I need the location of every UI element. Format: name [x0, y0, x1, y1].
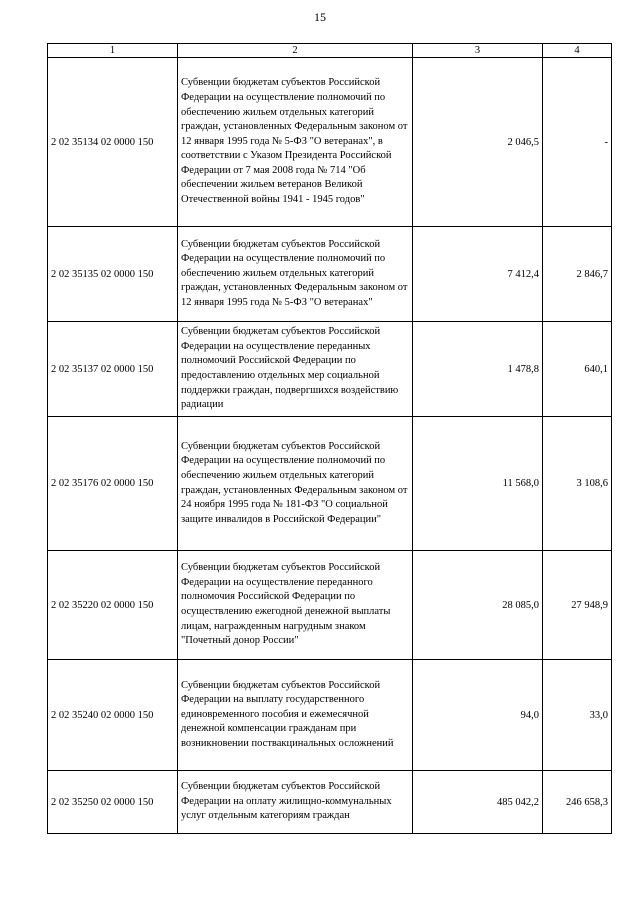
row-value-col3: 11 568,0 — [413, 417, 543, 551]
row-value-col4: 246 658,3 — [543, 771, 612, 834]
budget-table — [47, 43, 612, 834]
header-row — [48, 44, 612, 58]
row-value-col3: 2 046,5 — [413, 58, 543, 227]
row-value-col3: 1 478,8 — [413, 322, 543, 417]
row-value-col4: 27 948,9 — [543, 551, 612, 660]
table-row — [48, 58, 612, 227]
row-value-col4: 640,1 — [543, 322, 612, 417]
row-code: 2 02 35137 02 0000 150 — [48, 322, 178, 417]
row-value-col3: 28 085,0 — [413, 551, 543, 660]
table-row — [48, 660, 612, 771]
row-value-col3: 94,0 — [413, 660, 543, 771]
row-code: 2 02 35240 02 0000 150 — [48, 660, 178, 771]
column-header-3: 3 — [413, 44, 543, 58]
table-row — [48, 417, 612, 551]
table-row — [48, 551, 612, 660]
row-name: Субвенции бюджетам субъектов Российской Федерации на осуществление полномочий по обеспечению жильем отдельных категорий граждан, установленных Федеральным законом от 24 ноября 1995 года № 181-ФЗ "О социальной защите инвалидов в Российской Федерации" — [178, 417, 413, 551]
row-code: 2 02 35176 02 0000 150 — [48, 417, 178, 551]
column-header-1: 1 — [48, 44, 178, 58]
row-name: Субвенции бюджетам субъектов Российской Федерации на выплату государственного единовременного пособия и ежемесячной денежной компенсации гражданам при возникновении поствакцинальных осложнений — [178, 660, 413, 771]
row-name: Субвенции бюджетам субъектов Российской Федерации на осуществление переданных полномочий Российской Федерации по предоставлению отдельных мер социальной поддержки граждан, подвергшихся воздействию радиации — [178, 322, 413, 417]
row-value-col4: 33,0 — [543, 660, 612, 771]
row-code: 2 02 35135 02 0000 150 — [48, 227, 178, 322]
row-name: Субвенции бюджетам субъектов Российской Федерации на осуществление полномочий по обеспечению жильем отдельных категорий граждан, установленных Федеральным законом от 12 января 1995 года № 5-ФЗ "О ветеранах" — [178, 227, 413, 322]
page-number: 15 — [314, 10, 326, 24]
row-code: 2 02 35134 02 0000 150 — [48, 58, 178, 227]
row-value-col3: 485 042,2 — [413, 771, 543, 834]
row-value-col4: 2 846,7 — [543, 227, 612, 322]
row-value-col3: 7 412,4 — [413, 227, 543, 322]
row-code: 2 02 35250 02 0000 150 — [48, 771, 178, 834]
row-value-col4: - — [543, 58, 612, 227]
row-name: Субвенции бюджетам субъектов Российской Федерации на оплату жилищно-коммунальных услуг отдельным категориям граждан — [178, 771, 413, 834]
column-header-4: 4 — [543, 44, 612, 58]
row-code: 2 02 35220 02 0000 150 — [48, 551, 178, 660]
row-name: Субвенции бюджетам субъектов Российской Федерации на осуществление переданного полномочия Российской Федерации по осуществлению ежегодной денежной выплаты лицам, награжденным нагрудным знаком "Почетный донор России" — [178, 551, 413, 660]
column-header-2: 2 — [178, 44, 413, 58]
table-row — [48, 322, 612, 417]
table-row — [48, 771, 612, 834]
row-value-col4: 3 108,6 — [543, 417, 612, 551]
row-name: Субвенции бюджетам субъектов Российской Федерации на осуществление полномочий по обеспечению жильем отдельных категорий граждан, установленных Федеральным законом от 12 января 1995 года № 5-ФЗ "О ветеранах", в соответствии с Указом Президента Российской Федерации от 7 мая 2008 года № 714 "Об обеспечении жильем ветеранов Великой Отечественной войны 1941 - 1945 годов" — [178, 58, 413, 227]
table-row — [48, 227, 612, 322]
